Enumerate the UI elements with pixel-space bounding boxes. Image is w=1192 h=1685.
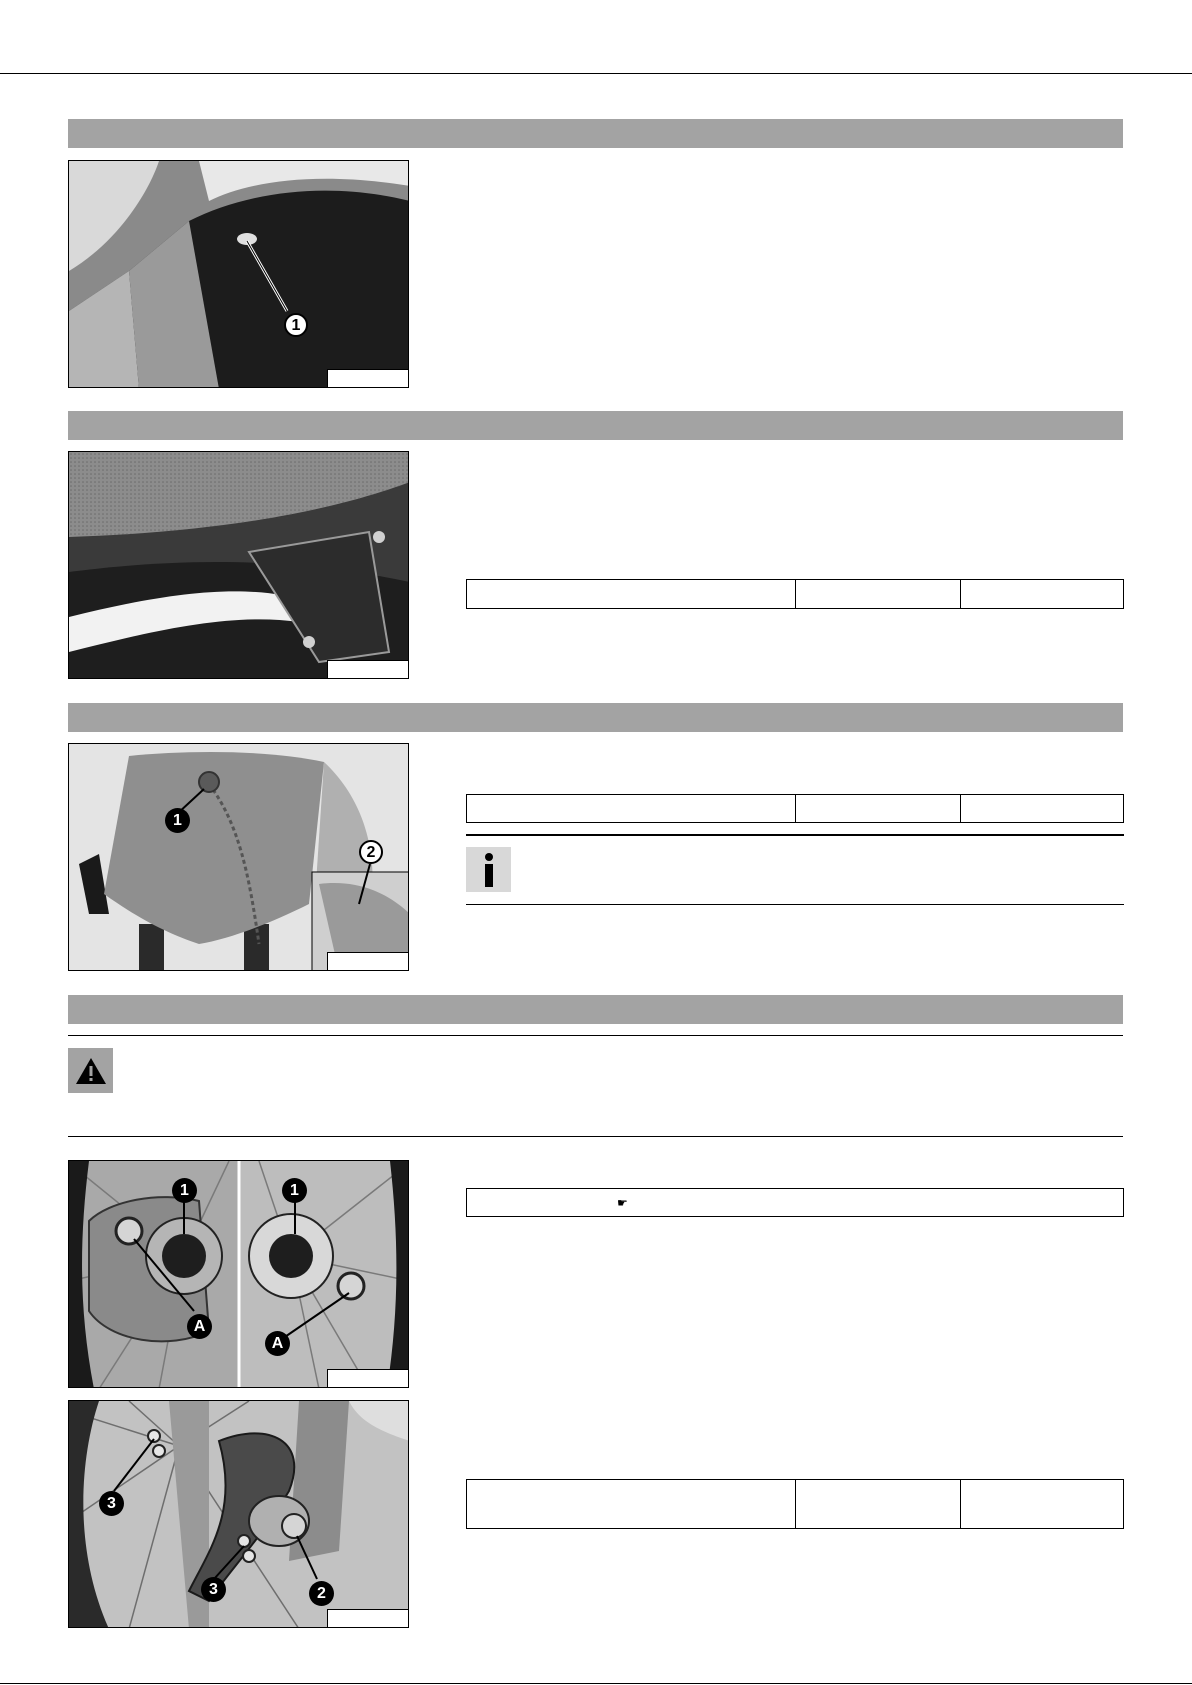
torque-thread-cell <box>796 1480 961 1529</box>
torque-thread-cell <box>796 795 961 823</box>
callout-3-left: 3 <box>99 1491 124 1516</box>
grease-reference-cell <box>467 1189 1124 1217</box>
figure-reference-box <box>327 369 408 387</box>
warning-bottom-rule <box>68 1136 1123 1137</box>
torque-value-cell <box>961 1480 1124 1529</box>
figure-reference-box <box>327 1369 408 1387</box>
info-icon <box>466 847 511 892</box>
callout-a-right: A <box>265 1331 290 1356</box>
seat-screw-illustration <box>69 161 409 388</box>
section-header-bar-3 <box>68 703 1123 732</box>
torque-label-cell <box>467 580 796 609</box>
figure-reference-box <box>327 660 408 678</box>
photo-number-plate <box>68 743 409 971</box>
torque-value-cell <box>961 795 1124 823</box>
warning-icon <box>68 1048 113 1093</box>
callout-1: 1 <box>284 313 308 337</box>
torque-label-cell <box>467 1480 796 1529</box>
page-bottom-rule <box>0 1683 1192 1684</box>
callout-1-left: 1 <box>172 1178 197 1203</box>
photo-seat-screw <box>68 160 409 388</box>
axle-torque-table <box>466 1479 1124 1529</box>
callout-2: 2 <box>359 840 383 864</box>
seat-mount-illustration <box>69 452 409 679</box>
pointing-hand-icon: ☛ <box>617 1195 628 1210</box>
number-plate-illustration <box>69 744 409 971</box>
photo-wheel-spacers <box>68 1160 409 1388</box>
callout-1: 1 <box>165 808 190 833</box>
torque-label-cell <box>467 795 796 823</box>
info-note-bottom-rule <box>466 904 1124 905</box>
page-top-rule <box>0 73 1192 74</box>
photo-axle-clamps <box>68 1400 409 1628</box>
callout-a-left: A <box>187 1314 212 1339</box>
torque-thread-cell <box>796 580 961 609</box>
grease-reference-table <box>466 1188 1124 1217</box>
callout-3-center: 3 <box>201 1577 226 1602</box>
torque-value-cell <box>961 580 1124 609</box>
section-header-bar-1 <box>68 119 1123 148</box>
info-note-top-rule <box>466 834 1124 836</box>
section-header-bar-4 <box>68 995 1123 1024</box>
figure-reference-box <box>327 1609 408 1627</box>
callout-2: 2 <box>309 1581 334 1606</box>
seat-torque-table <box>466 579 1124 609</box>
wheel-spacers-illustration <box>69 1161 409 1388</box>
photo-seat-mount <box>68 451 409 679</box>
axle-clamps-illustration <box>69 1401 409 1628</box>
warning-top-rule <box>68 1035 1123 1036</box>
figure-reference-box <box>327 952 408 970</box>
plate-torque-table <box>466 794 1124 823</box>
callout-1-right: 1 <box>282 1178 307 1203</box>
section-header-bar-2 <box>68 411 1123 440</box>
